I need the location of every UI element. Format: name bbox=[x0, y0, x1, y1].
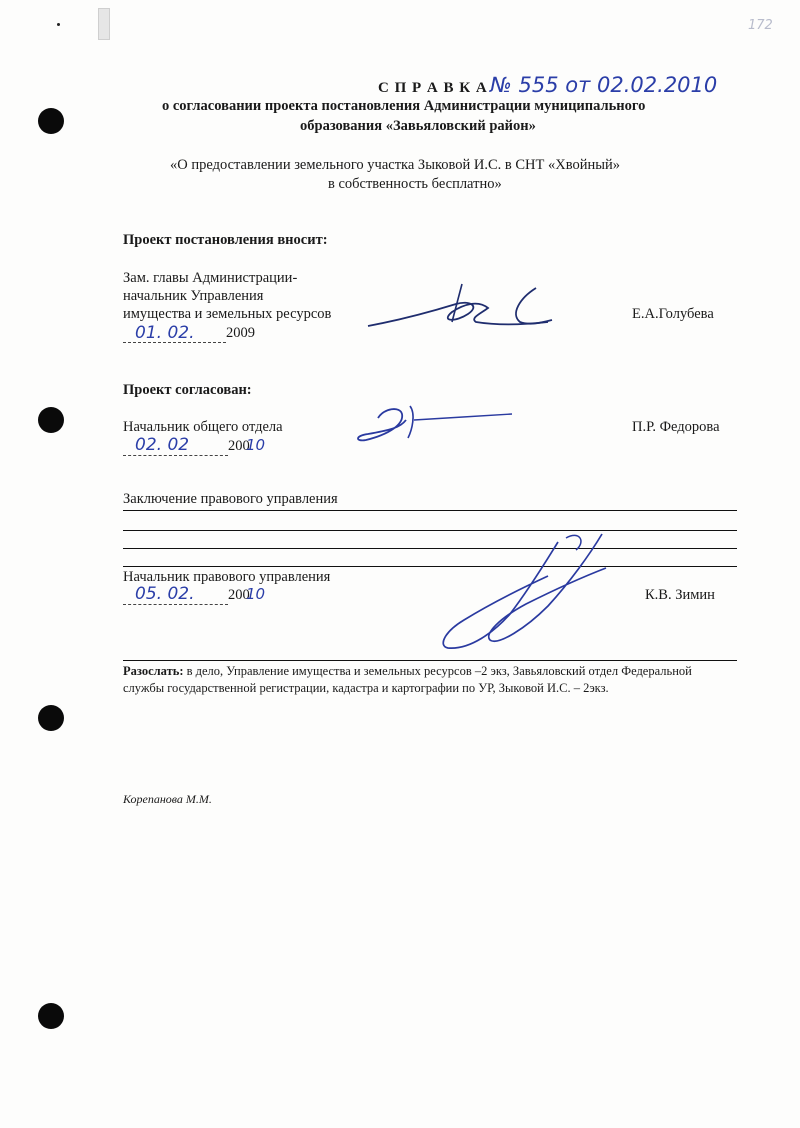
legal-date-line bbox=[123, 604, 228, 605]
scan-dot bbox=[57, 23, 60, 26]
legal-year-handwritten: 10 bbox=[246, 585, 266, 603]
staple-mark bbox=[98, 8, 110, 40]
agreed-year-handwritten: 10 bbox=[246, 436, 266, 454]
punch-hole-1 bbox=[38, 108, 64, 134]
submitted-name: Е.А.Голубева bbox=[632, 306, 714, 322]
signature-fedorova bbox=[350, 400, 520, 450]
distribution-line-1 bbox=[123, 664, 692, 679]
legal-date-handwritten: 05. 02. bbox=[135, 584, 195, 604]
punch-hole-2 bbox=[38, 407, 64, 433]
legal-name: К.В. Зимин bbox=[645, 587, 715, 603]
agreed-year: 200 bbox=[228, 438, 250, 454]
legal-year: 200 bbox=[228, 587, 250, 603]
subject-line-2: в собственность бесплатно» bbox=[328, 176, 502, 192]
punch-hole-3 bbox=[38, 705, 64, 731]
agreed-date-line bbox=[123, 455, 228, 456]
submitted-position-1: Зам. главы Администрации- bbox=[123, 270, 298, 286]
conclusion-line-1 bbox=[123, 510, 737, 511]
subject-line-1: «О предоставлении земельного участка Зыковой И.С. в СНТ «Хвойный» bbox=[170, 157, 620, 173]
handwritten-doc-number: № 555 от 02.02.2010 bbox=[490, 73, 718, 97]
submitted-position-2: начальник Управления bbox=[123, 288, 264, 304]
submitted-date-handwritten: 01. 02. bbox=[135, 323, 195, 343]
signature-zimin bbox=[430, 528, 620, 658]
submitted-heading: Проект постановления вносит: bbox=[123, 232, 328, 248]
header-line-2: образования «Завьяловский район» bbox=[300, 118, 536, 134]
punch-hole-4 bbox=[38, 1003, 64, 1029]
distribution-text-1: в дело, Управление имущества и земельных ресурсов –2 экз, Завьяловский отдел Федеральной bbox=[183, 664, 692, 678]
submitted-position-3: имущества и земельных ресурсов bbox=[123, 306, 332, 322]
header-line-1: о согласовании проекта постановления Администрации муниципального bbox=[162, 98, 646, 114]
agreed-position: Начальник общего отдела bbox=[123, 419, 283, 435]
legal-conclusion-label: Заключение правового управления bbox=[123, 491, 338, 507]
agreed-date-handwritten: 02. 02 bbox=[135, 435, 190, 455]
agreed-heading: Проект согласован: bbox=[123, 382, 252, 398]
distribution-top-line bbox=[123, 660, 737, 661]
agreed-name: П.Р. Федорова bbox=[632, 419, 720, 435]
doc-type-title: С П Р А В К А bbox=[378, 80, 488, 96]
distribution-label: Разослать: bbox=[123, 664, 184, 678]
corner-mark: 172 bbox=[748, 18, 773, 33]
author-name: Корепанова М.М. bbox=[123, 792, 212, 806]
signature-golubeva bbox=[360, 282, 560, 342]
distribution-line-2: службы государственной регистрации, кадастра и картографии по УР, Зыковой И.С. – 2экз. bbox=[123, 681, 609, 695]
legal-position: Начальник правового управления bbox=[123, 569, 331, 585]
submitted-year: 2009 bbox=[226, 325, 255, 341]
submitted-date-line bbox=[123, 342, 226, 343]
